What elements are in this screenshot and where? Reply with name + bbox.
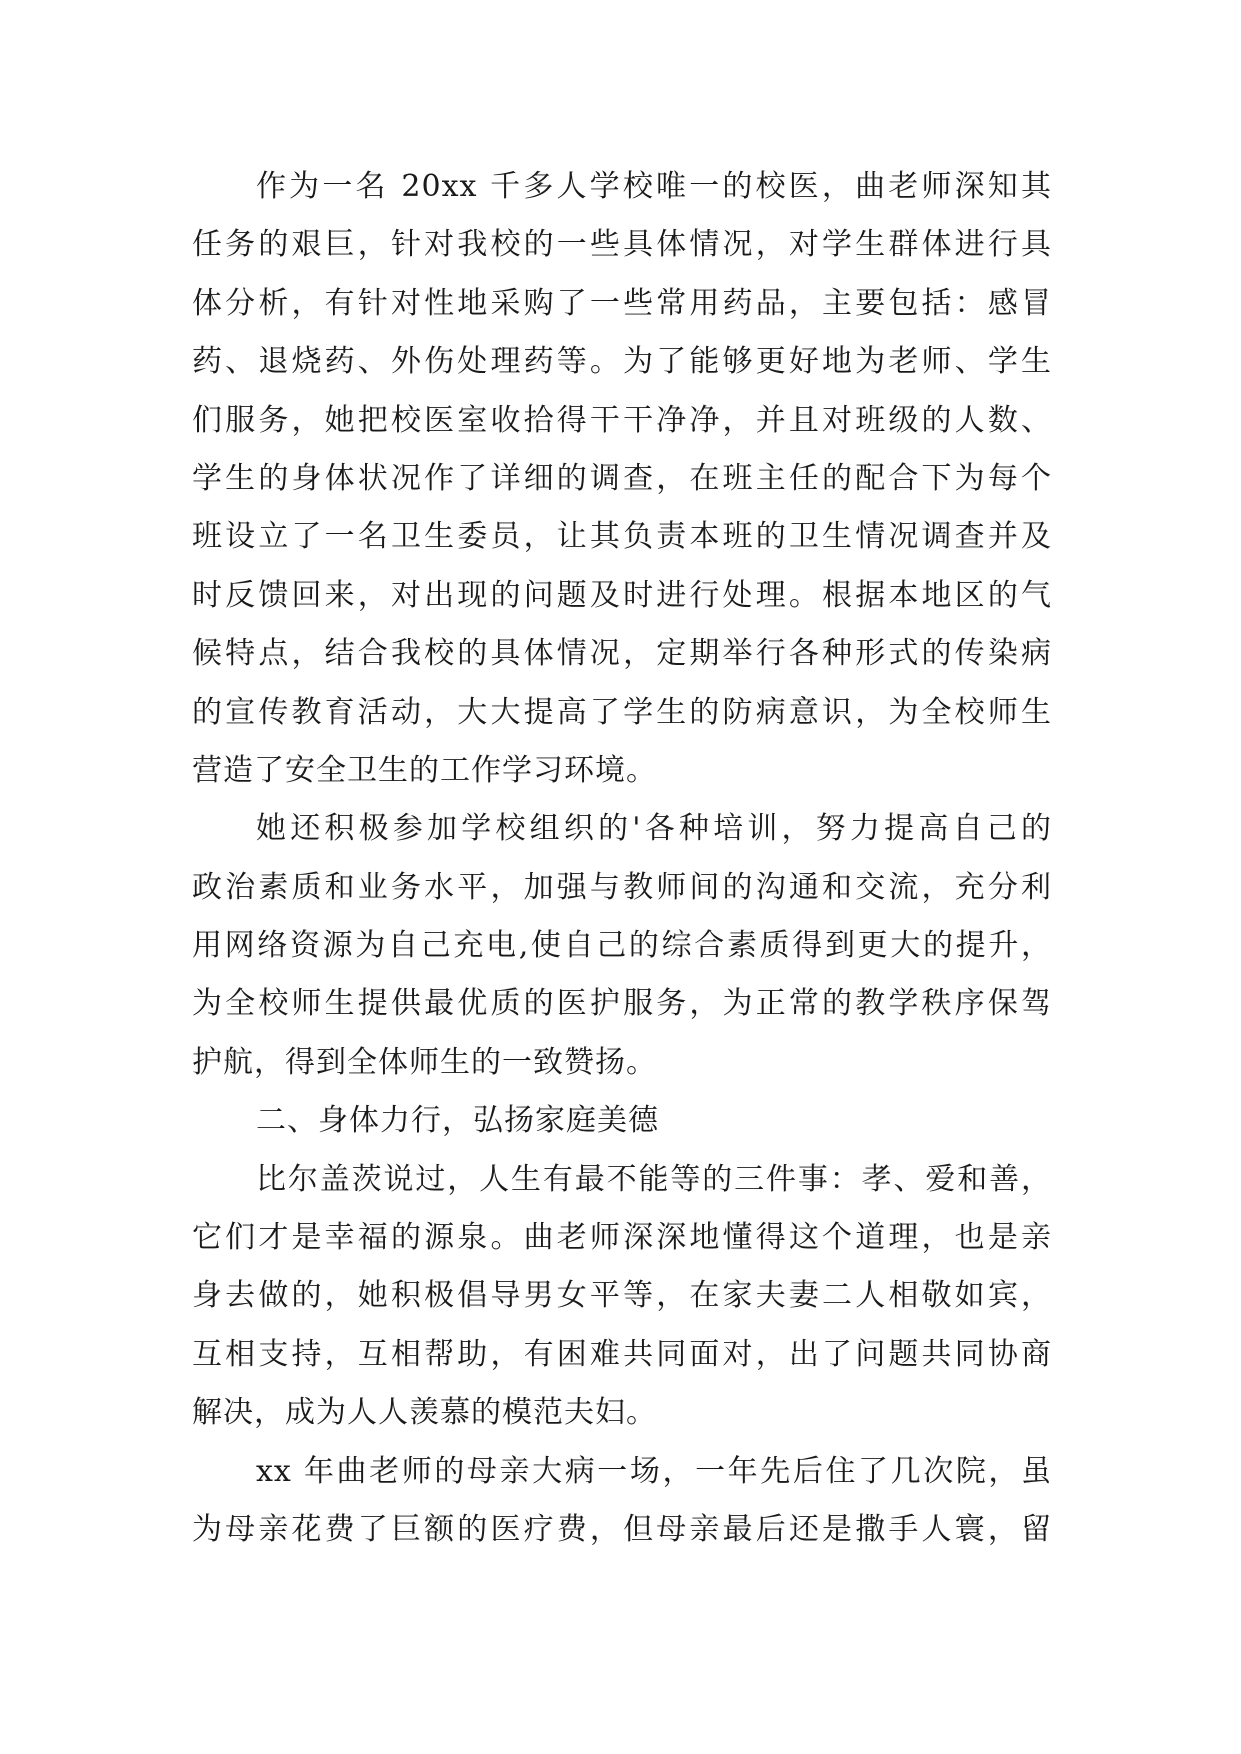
text-line: 们服务，她把校医室收拾得干干净净，并且对班级的人数、 <box>192 402 1052 438</box>
document-body <box>192 158 1052 1559</box>
text-line: 任务的艰巨，针对我校的一些具体情况，对学生群体进行具 <box>192 227 1052 263</box>
text-line: 候特点，结合我校的具体情况，定期举行各种形式的传染病 <box>192 636 1052 672</box>
text-line: 体分析，有针对性地采购了一些常用药品，主要包括：感冒 <box>192 285 1052 321</box>
text-line: 药、退烧药、外伤处理药等。为了能够更好地为老师、学生 <box>192 344 1052 380</box>
text-line: 政治素质和业务水平，加强与教师间的沟通和交流，充分利 <box>192 869 1052 905</box>
text-line: 用网络资源为自己充电,使自己的综合素质得到更大的提升， <box>192 928 1052 964</box>
text-line: 的宣传教育活动，大大提高了学生的防病意识，为全校师生 <box>192 694 1052 730</box>
text-line: xx 年曲老师的母亲大病一场，一年先后住了几次院，虽 <box>256 1453 1052 1489</box>
text-line: 互相支持，互相帮助，有困难共同面对，出了问题共同协商 <box>192 1336 1052 1372</box>
text-line: 解决，成为人人羡慕的模范夫妇。 <box>192 1395 657 1431</box>
text-line: 学生的身体状况作了详细的调查，在班主任的配合下为每个 <box>192 460 1052 496</box>
text-line: 班设立了一名卫生委员，让其负责本班的卫生情况调查并及 <box>192 519 1052 555</box>
text-line: 为母亲花费了巨额的医疗费，但母亲最后还是撒手人寰，留 <box>192 1511 1052 1547</box>
text-line: 作为一名 20xx 千多人学校唯一的校医，曲老师深知其 <box>256 169 1052 204</box>
section-heading-text: 二、身体力行，弘扬家庭美德 <box>256 1103 659 1139</box>
section-heading <box>192 1092 1052 1150</box>
paragraph-mother-illness <box>192 1443 1052 1560</box>
paragraph-training <box>192 800 1052 1092</box>
text-line: 她还积极参加学校组织的'各种培训，努力提高自己的 <box>256 811 1052 847</box>
text-line: 营造了安全卫生的工作学习环境。 <box>192 752 657 788</box>
text-line: 身去做的，她积极倡导男女平等，在家夫妻二人相敬如宾， <box>192 1278 1052 1314</box>
text-line: 它们才是幸福的源泉。曲老师深深地懂得这个道理，也是亲 <box>192 1220 1052 1256</box>
text-line: 比尔盖茨说过，人生有最不能等的三件事：孝、爱和善， <box>256 1161 1052 1197</box>
text-line: 时反馈回来，对出现的问题及时进行处理。根据本地区的气 <box>192 577 1052 613</box>
paragraph-family-virtue <box>192 1151 1052 1443</box>
paragraph-school-doctor <box>192 158 1052 800</box>
text-line: 为全校师生提供最优质的医护服务，为正常的教学秩序保驾 <box>192 986 1052 1022</box>
text-line: 护航，得到全体师生的一致赞扬。 <box>192 1044 657 1080</box>
